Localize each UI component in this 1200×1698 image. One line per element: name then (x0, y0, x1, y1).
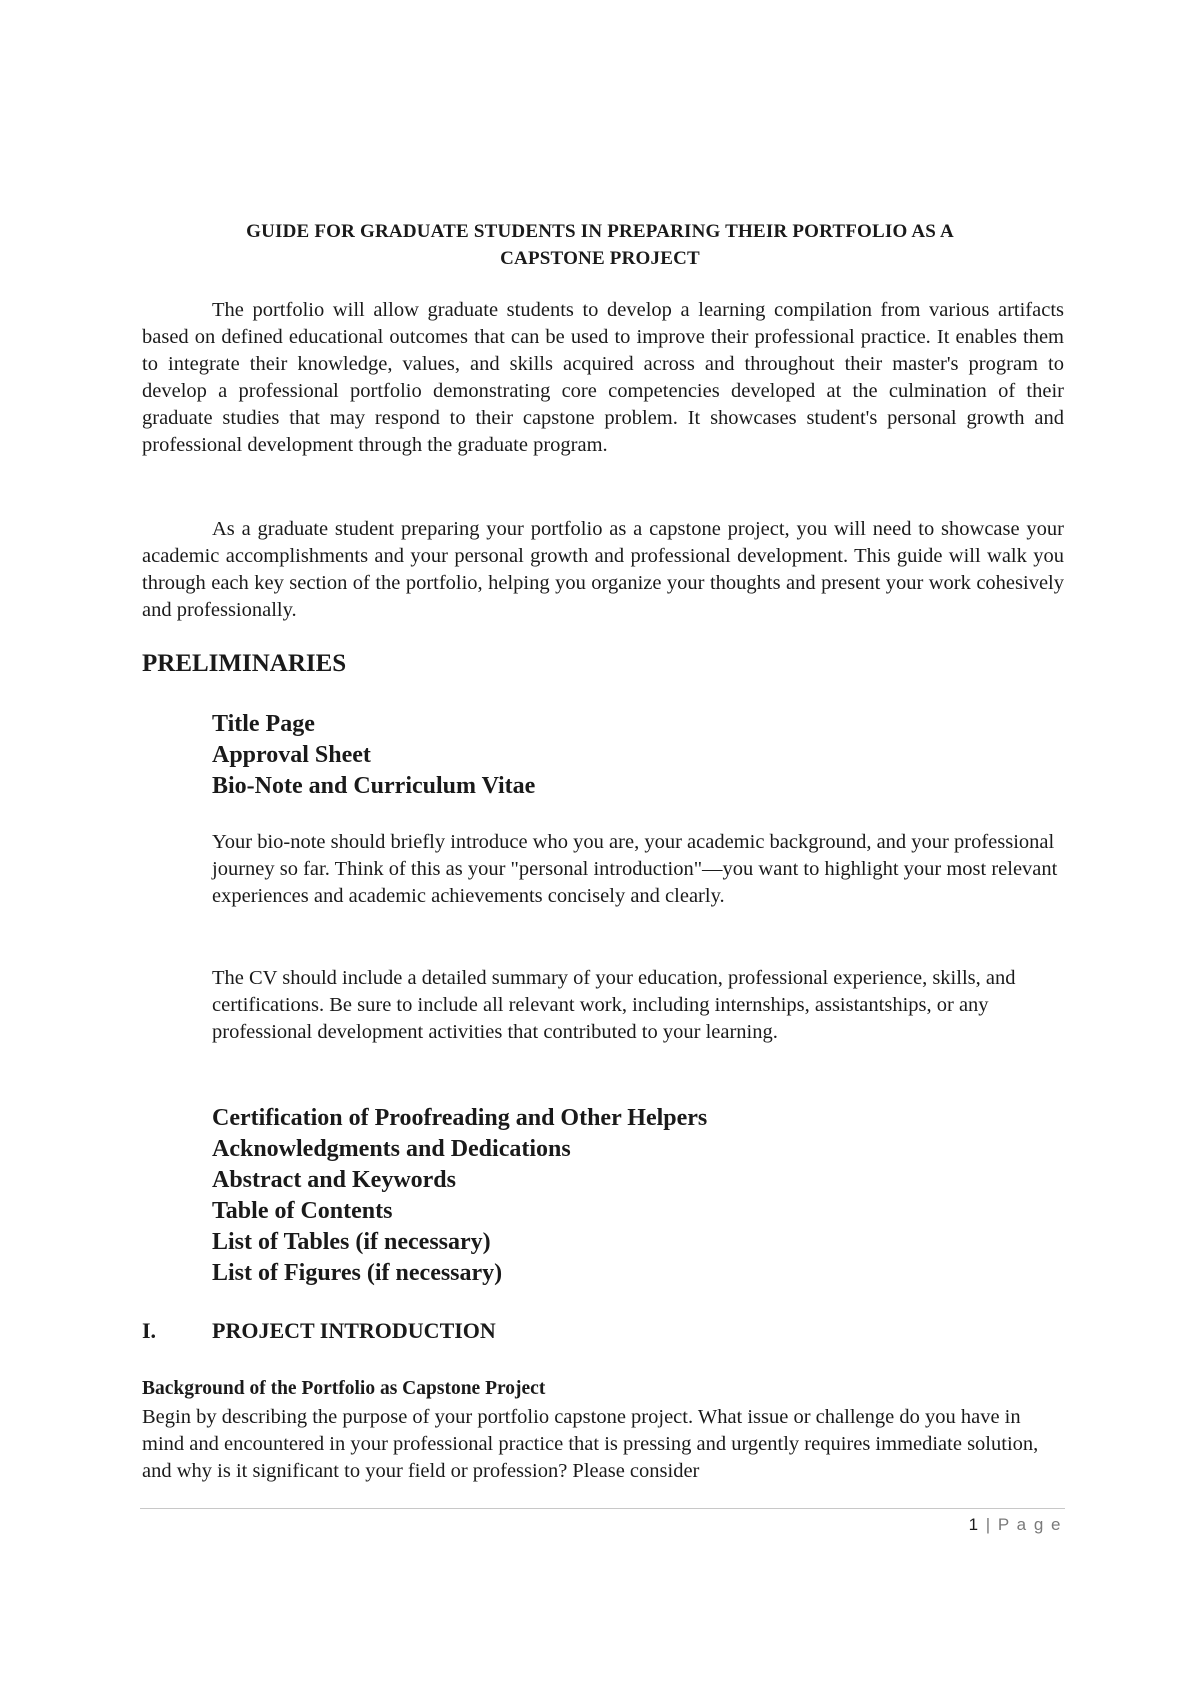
list-item-abstract: Abstract and Keywords (212, 1167, 456, 1193)
preliminaries-list-2 (212, 1103, 707, 1289)
page-number: 1 (968, 1515, 980, 1534)
preliminaries-list-1 (212, 709, 535, 802)
list-item-table-of-contents: Table of Contents (212, 1198, 393, 1224)
list-item-certification: Certification of Proofreading and Other Helpers (212, 1105, 708, 1131)
page-footer (969, 1515, 1062, 1535)
list-item-acknowledgments: Acknowledgments and Dedications (212, 1136, 571, 1162)
intro-paragraph-2: As a graduate student preparing your portfolio as a capstone project, you will need to showcase your academic accomplishments and your personal growth and professional development. This guide will walk you through each key section of the portfolio, helping you organize your thoughts and present your work cohesively and professionally. (142, 518, 1064, 621)
document-title-line-1: GUIDE FOR GRADUATE STUDENTS IN PREPARING THEIR PORTFOLIO AS A (246, 221, 954, 242)
list-item-bio-note-cv: Bio-Note and Curriculum Vitae (212, 773, 536, 799)
preliminaries-heading: PRELIMINARIES (142, 650, 347, 677)
project-introduction-heading (142, 1318, 742, 1344)
list-item-list-of-tables: List of Tables (if necessary) (212, 1229, 491, 1255)
document-title-line-2: CAPSTONE PROJECT (500, 248, 700, 269)
intro-paragraph-1: The portfolio will allow graduate students to develop a learning compilation from various artifacts based on defined educational outcomes that can be used to improve their professional practice. It enables them to integrate their knowledge, values, and skills acquired across and throughout their master's program to develop a professional portfolio demonstrating core competencies developed at the culmination of their graduate studies that may respond to their capstone problem. It showcases student's personal growth and professional development through the graduate program. (142, 299, 1064, 456)
list-item-title-page: Title Page (212, 711, 315, 737)
page-label: | P a g e (979, 1515, 1062, 1534)
list-item-approval-sheet: Approval Sheet (212, 742, 371, 768)
list-item-list-of-figures: List of Figures (if necessary) (212, 1260, 503, 1286)
background-subheading: Background of the Portfolio as Capstone Project (142, 1378, 546, 1399)
cv-paragraph: The CV should include a detailed summary of your education, professional experience, skills, and certifications. Be sure to include all relevant work, including internships, assistantships, or any professional development activities that contributed to your learning. (212, 967, 1016, 1043)
bio-note-paragraph: Your bio-note should briefly introduce who you are, your academic background, and your professional journey so far. Think of this as your "personal introduction"—you want to highlight your most relevant experiences and academic achievements concisely and clearly. (212, 831, 1058, 907)
footer-divider (140, 1508, 1065, 1509)
document-title (140, 218, 1060, 272)
section-title: PROJECT INTRODUCTION (212, 1318, 496, 1343)
section-number: I. (142, 1318, 157, 1343)
background-paragraph: Begin by describing the purpose of your portfolio capstone project. What issue or challenge do you have in mind and encountered in your professional practice that is pressing and urgently requires immediate solution, and why is it significant to your field or profession? Please consider (142, 1406, 1039, 1482)
